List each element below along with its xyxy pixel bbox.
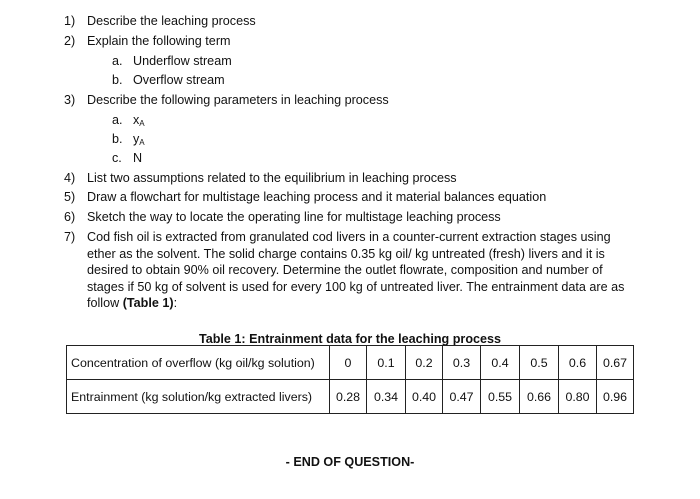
q6-number: 6) [64,210,76,224]
q3-text: Describe the following parameters in leaching process [87,93,389,107]
q2-number: 2) [64,34,76,48]
q5-number: 5) [64,190,76,204]
table-cell: 0.67 [597,346,634,380]
q7-number: 7) [64,230,76,244]
q7-paragraph [87,229,639,312]
end-of-question: - END OF QUESTION- [285,455,415,469]
q3a-var: x [133,113,140,127]
entrainment-table [66,345,634,414]
q6-text: Sketch the way to locate the operating line for multistage leaching process [87,210,501,224]
q3c-text: N [133,151,143,165]
q4-text: List two assumptions related to the equilibrium in leaching process [87,171,457,185]
table-cell: 0.66 [520,380,559,414]
q1-text: Describe the leaching process [87,14,256,28]
table-row [67,380,634,414]
table-cell: 0.55 [481,380,520,414]
q7-text: Cod fish oil is extracted from granulated cod livers in a counter-current extraction stages using ether as the solvent. The solid charge contains 0.35 kg oil/ kg untreated (fresh) livers and it is desired to obtain 90% oil recovery. Determine the outlet flowrate, composition and number of stages if 50 kg of solvent is used for every 100 kg of untreated liver. The entrainment data are as follow [87,230,625,310]
table-cell: 0.40 [406,380,443,414]
q2b-letter: b. [112,73,123,87]
q7-table-ref: (Table 1) [122,296,174,310]
q3b-sub: A [139,138,145,147]
table-caption: Table 1: Entrainment data for the leaching process [198,332,502,346]
table-cell: 0.3 [443,346,481,380]
q3b-symbol [133,131,145,151]
q2a-letter: a. [112,54,123,68]
table-cell: 0.6 [559,346,597,380]
table-cell: 0.47 [443,380,481,414]
table-cell: 0.34 [367,380,406,414]
table-cell: 0.5 [520,346,559,380]
q4-number: 4) [64,171,76,185]
table-cell: 0.1 [367,346,406,380]
q3c-letter: c. [112,151,122,165]
q3a-sub: A [139,119,145,128]
q3b-var: y [133,132,140,146]
table-cell: 0 [330,346,367,380]
table-cell: 0.80 [559,380,597,414]
q5-text: Draw a flowchart for multistage leaching process and it material balances equation [87,190,547,204]
q2-text: Explain the following term [87,34,231,48]
q2a-text: Underflow stream [133,54,232,68]
q3a-letter: a. [112,113,123,127]
q2b-text: Overflow stream [133,73,225,87]
table-cell: 0.2 [406,346,443,380]
table-row [67,346,634,380]
table-cell: 0.96 [597,380,634,414]
table-cell: 0.28 [330,380,367,414]
q3a-symbol [133,112,145,132]
table-cell: 0.4 [481,346,520,380]
q1-number: 1) [64,14,76,28]
q3-number: 3) [64,93,76,107]
row-label-concentration: Concentration of overflow (kg oil/kg solution) [67,346,330,380]
q7-colon: : [173,296,178,310]
q3b-letter: b. [112,132,123,146]
row-label-entrainment: Entrainment (kg solution/kg extracted livers) [67,380,330,414]
